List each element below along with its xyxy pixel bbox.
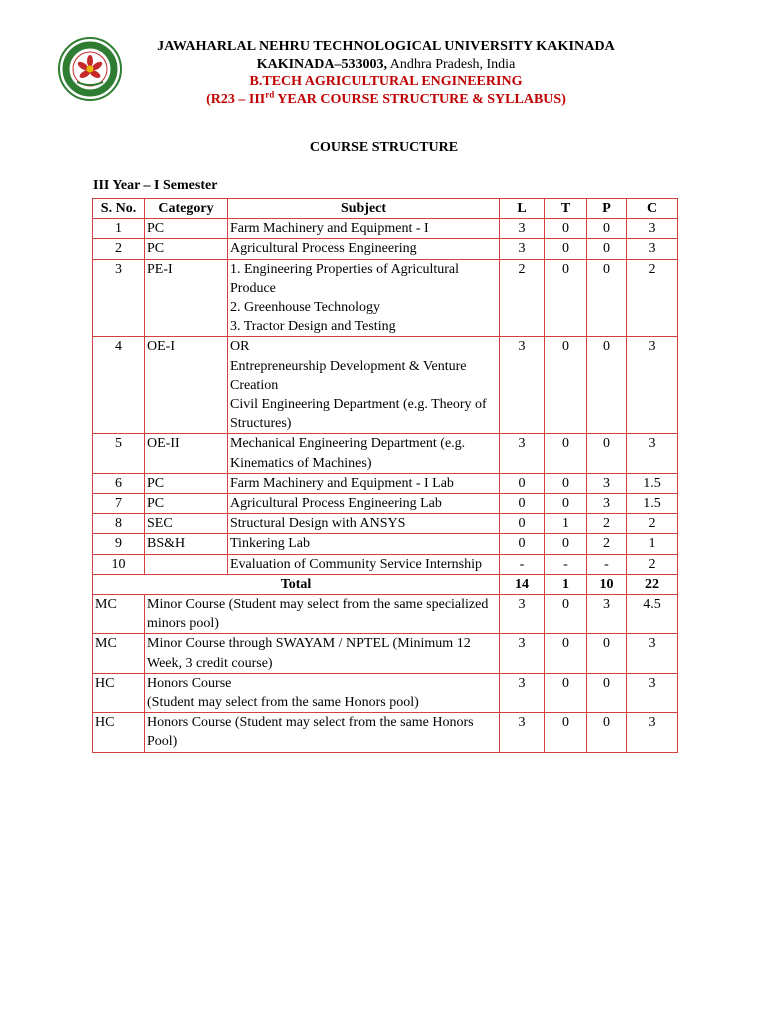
sno-cell: 3	[93, 259, 145, 337]
table-row	[93, 634, 678, 673]
category-cell: SEC	[145, 514, 228, 534]
sno-cell: 6	[93, 473, 145, 493]
category-cell: PC	[145, 239, 228, 259]
header-category: Category	[145, 199, 228, 219]
total-l: 14	[500, 574, 545, 594]
table-row	[93, 239, 678, 259]
subject-cell	[145, 673, 500, 712]
total-c: 22	[627, 574, 678, 594]
table-row	[93, 473, 678, 493]
p-cell: 3	[587, 473, 627, 493]
subject-cell	[145, 713, 500, 752]
table-row	[93, 713, 678, 752]
subject-line: Entrepreneurship Development & Venture Creation	[230, 358, 467, 393]
subject-cell	[228, 259, 500, 337]
subject-line: 2. Greenhouse Technology	[230, 300, 381, 316]
subject-cell	[228, 473, 500, 493]
sno-cell: 10	[93, 554, 145, 574]
semester-title: III Year – I Semester	[93, 178, 218, 193]
p-cell: 0	[587, 239, 627, 259]
c-cell: 1.5	[627, 494, 678, 514]
subject-cell	[228, 494, 500, 514]
address-state: Andhra Pradesh, India	[386, 56, 516, 72]
c-cell: 3	[627, 219, 678, 239]
p-cell: 0	[587, 713, 627, 752]
table-header-row	[93, 199, 678, 219]
header-c: C	[627, 199, 678, 219]
l-cell: 3	[500, 337, 545, 434]
category-cell: PC	[145, 219, 228, 239]
l-cell: 3	[500, 713, 545, 752]
page-title: COURSE STRUCTURE	[309, 140, 459, 155]
university-address	[126, 56, 646, 74]
c-cell: 2	[627, 259, 678, 337]
regulation-sup: rd	[265, 88, 275, 99]
subject-line: Agricultural Process Engineering	[230, 241, 417, 257]
regulation-post: YEAR COURSE STRUCTURE & SYLLABUS)	[274, 91, 566, 107]
subject-line: (Student may select from the same Honors pool)	[147, 695, 419, 711]
c-cell: 3	[627, 634, 678, 673]
p-cell: 3	[587, 595, 627, 634]
category-cell: PC	[145, 494, 228, 514]
subject-cell	[228, 434, 500, 473]
p-cell: 0	[587, 219, 627, 239]
c-cell: 2	[627, 554, 678, 574]
header-sno: S. No.	[93, 199, 145, 219]
table-row	[93, 259, 678, 337]
sno-cell: 2	[93, 239, 145, 259]
t-cell: 0	[545, 534, 587, 554]
l-cell: 0	[500, 494, 545, 514]
total-row	[93, 574, 678, 594]
t-cell: 0	[545, 434, 587, 473]
l-cell: 3	[500, 434, 545, 473]
table-row	[93, 219, 678, 239]
sno-cell: 7	[93, 494, 145, 514]
header-l: L	[500, 199, 545, 219]
regulation-line	[126, 88, 646, 109]
table-row	[93, 673, 678, 712]
t-cell: 0	[545, 673, 587, 712]
l-cell: 2	[500, 259, 545, 337]
course-table-body	[93, 219, 678, 752]
subject-line: OR	[230, 339, 250, 355]
c-cell: 2	[627, 514, 678, 534]
subject-line: 3. Tractor Design and Testing	[230, 319, 396, 335]
category-cell	[145, 554, 228, 574]
l-cell: 0	[500, 514, 545, 534]
table-row	[93, 337, 678, 434]
total-t: 1	[545, 574, 587, 594]
t-cell: 0	[545, 473, 587, 493]
subject-line: Honors Course (Student may select from the same Honors Pool)	[147, 715, 474, 750]
c-cell: 3	[627, 673, 678, 712]
subject-line: 1. Engineering Properties of Agricultural Produce	[230, 261, 459, 296]
c-cell: 3	[627, 713, 678, 752]
sno-cell: 1	[93, 219, 145, 239]
p-cell: 0	[587, 634, 627, 673]
sno-cell: 8	[93, 514, 145, 534]
code-cell: MC	[93, 634, 145, 673]
category-cell: OE-I	[145, 337, 228, 434]
total-label: Total	[93, 574, 500, 594]
l-cell: 0	[500, 473, 545, 493]
p-cell: 0	[587, 337, 627, 434]
header-subject: Subject	[228, 199, 500, 219]
l-cell: 0	[500, 534, 545, 554]
document-header	[126, 38, 646, 108]
table-row	[93, 434, 678, 473]
regulation-pre: (R23 – III	[206, 91, 266, 107]
subject-cell	[228, 534, 500, 554]
subject-line: Evaluation of Community Service Internship	[230, 556, 482, 572]
header-t: T	[545, 199, 587, 219]
subject-line: Structural Design with ANSYS	[230, 516, 406, 532]
sno-cell: 4	[93, 337, 145, 434]
category-cell: PC	[145, 473, 228, 493]
l-cell: 3	[500, 219, 545, 239]
t-cell: 0	[545, 219, 587, 239]
course-structure-table	[92, 198, 678, 753]
subject-line: Minor Course through SWAYAM / NPTEL (Minimum 12 Week, 3 credit course)	[147, 636, 471, 671]
table-row	[93, 494, 678, 514]
l-cell: 3	[500, 595, 545, 634]
total-p: 10	[587, 574, 627, 594]
code-cell: HC	[93, 673, 145, 712]
subject-line: Agricultural Process Engineering Lab	[230, 496, 442, 512]
subject-line: Civil Engineering Department (e.g. Theory of Structures)	[230, 397, 487, 432]
t-cell: -	[545, 554, 587, 574]
table-row	[93, 595, 678, 634]
university-logo	[57, 36, 123, 102]
t-cell: 0	[545, 713, 587, 752]
c-cell: 1	[627, 534, 678, 554]
l-cell: 3	[500, 634, 545, 673]
category-cell: OE-II	[145, 434, 228, 473]
subject-line: Honors Course	[147, 675, 232, 691]
program-name: B.TECH AGRICULTURAL ENGINEERING	[249, 74, 523, 89]
t-cell: 0	[545, 259, 587, 337]
table-row	[93, 514, 678, 534]
sno-cell: 9	[93, 534, 145, 554]
t-cell: 0	[545, 337, 587, 434]
p-cell: 0	[587, 259, 627, 337]
p-cell: 2	[587, 534, 627, 554]
t-cell: 1	[545, 514, 587, 534]
p-cell: 0	[587, 434, 627, 473]
subject-cell	[228, 219, 500, 239]
p-cell: 3	[587, 494, 627, 514]
p-cell: 0	[587, 673, 627, 712]
p-cell: 2	[587, 514, 627, 534]
sno-cell: 5	[93, 434, 145, 473]
subject-cell	[145, 595, 500, 634]
c-cell: 3	[627, 239, 678, 259]
subject-cell	[228, 554, 500, 574]
t-cell: 0	[545, 239, 587, 259]
subject-line: Minor Course (Student may select from the same specialized minors pool)	[147, 597, 489, 632]
p-cell: -	[587, 554, 627, 574]
c-cell: 4.5	[627, 595, 678, 634]
l-cell: 3	[500, 239, 545, 259]
category-cell: PE-I	[145, 259, 228, 337]
table-row	[93, 534, 678, 554]
l-cell: -	[500, 554, 545, 574]
c-cell: 1.5	[627, 473, 678, 493]
t-cell: 0	[545, 494, 587, 514]
subject-line: Farm Machinery and Equipment - I	[230, 221, 429, 237]
code-cell: HC	[93, 713, 145, 752]
address-city: KAKINADA–533003,	[256, 56, 387, 72]
subject-line: Tinkering Lab	[230, 536, 310, 552]
category-cell: BS&H	[145, 534, 228, 554]
t-cell: 0	[545, 595, 587, 634]
header-p: P	[587, 199, 627, 219]
subject-line: Farm Machinery and Equipment - I Lab	[230, 475, 454, 491]
code-cell: MC	[93, 595, 145, 634]
subject-cell	[228, 514, 500, 534]
subject-line: Mechanical Engineering Department (e.g. Kinematics of Machines)	[230, 436, 466, 471]
university-name: JAWAHARLAL NEHRU TECHNOLOGICAL UNIVERSITY KAKINADA	[157, 39, 615, 54]
t-cell: 0	[545, 634, 587, 673]
table-row	[93, 554, 678, 574]
l-cell: 3	[500, 673, 545, 712]
c-cell: 3	[627, 434, 678, 473]
subject-cell	[228, 239, 500, 259]
subject-cell	[228, 337, 500, 434]
c-cell: 3	[627, 337, 678, 434]
subject-cell	[145, 634, 500, 673]
